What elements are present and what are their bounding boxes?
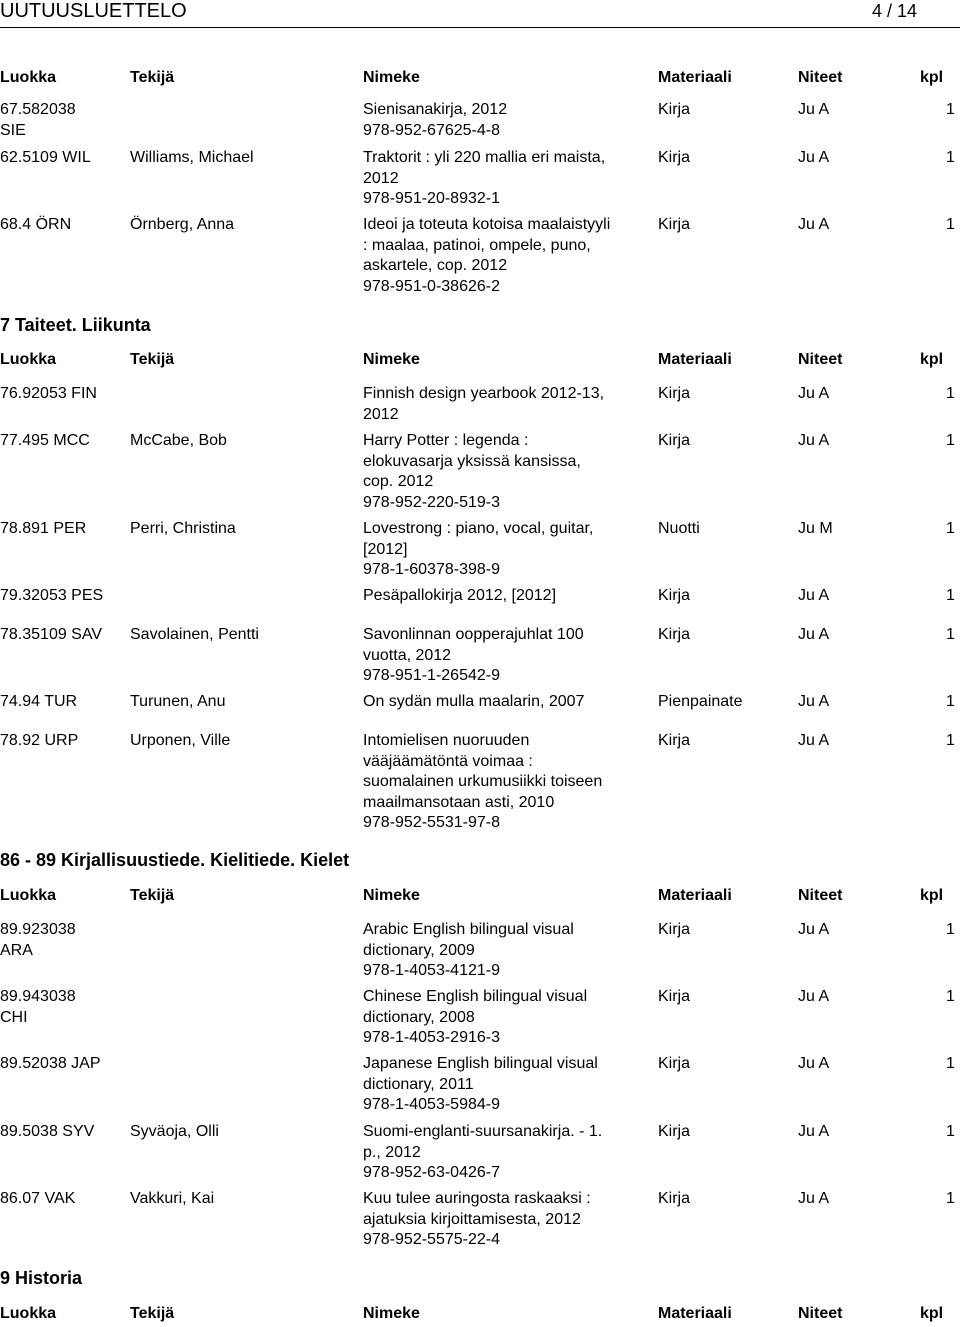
title-cell — [363, 148, 651, 210]
section-title: 86 - 89 Kirjallisuustiede. Kielitiede. Kielet — [0, 850, 350, 870]
quantity-cell: 1 — [946, 101, 955, 118]
classification-cell — [0, 586, 125, 607]
copies-location-cell: Ju A — [798, 988, 830, 1005]
title-line: Harry Potter : legenda : — [363, 432, 529, 449]
author-cell: Savolainen, Pentti — [130, 626, 259, 643]
title-line: Sienisanakirja, 2012 — [363, 101, 508, 118]
classification-cell — [0, 1122, 125, 1143]
column-header-materiaali: Materiaali — [658, 887, 732, 904]
title-line: cop. 2012 — [363, 473, 434, 490]
classification-line: 79.32053 PES — [0, 587, 104, 604]
quantity-cell: 1 — [946, 1123, 955, 1140]
column-header-luokka: Luokka — [0, 69, 57, 86]
column-header-row — [0, 1304, 960, 1324]
classification-line: 89.943038 — [0, 988, 76, 1005]
classification-cell — [0, 1054, 125, 1075]
title-line: Intomielisen nuoruuden — [363, 732, 530, 749]
classification-cell — [0, 519, 125, 540]
author-cell: Turunen, Anu — [130, 693, 226, 710]
quantity-cell: 1 — [946, 1055, 955, 1072]
title-line: 978-951-1-26542-9 — [363, 667, 500, 684]
column-header-nimeke: Nimeke — [363, 351, 420, 368]
title-cell — [363, 1054, 651, 1116]
material-cell: Kirja — [658, 1190, 691, 1207]
title-line: 978-1-4053-4121-9 — [363, 962, 500, 979]
column-header-nimeke: Nimeke — [363, 887, 420, 904]
classification-line: 74.94 TUR — [0, 693, 78, 710]
title-cell — [363, 519, 651, 581]
title-line: 978-951-20-8932-1 — [363, 190, 500, 207]
column-header-luokka: Luokka — [0, 887, 57, 904]
title-line: 978-1-60378-398-9 — [363, 561, 500, 578]
copies-location-cell: Ju A — [798, 216, 830, 233]
copies-location-cell: Ju A — [798, 1055, 830, 1072]
quantity-cell: 1 — [946, 432, 955, 449]
column-header-kpl: kpl — [920, 1305, 944, 1322]
header-divider — [0, 27, 960, 28]
classification-line: ARA — [0, 941, 33, 959]
title-line: Traktorit : yli 220 mallia eri maista, — [363, 149, 606, 166]
classification-cell — [0, 731, 125, 752]
title-line: ajatuksia kirjoittamisesta, 2012 — [363, 1210, 581, 1228]
copies-location-cell: Ju A — [798, 921, 830, 938]
title-cell — [363, 692, 651, 713]
author-cell: Urponen, Ville — [130, 732, 231, 749]
title-line: 978-952-220-519-3 — [363, 493, 500, 511]
page-header — [0, 0, 960, 24]
column-header-kpl: kpl — [920, 887, 944, 904]
title-line: Kuu tulee auringosta raskaaksi : — [363, 1190, 591, 1207]
title-line: Lovestrong : piano, vocal, guitar, — [363, 520, 594, 537]
classification-line: 62.5109 WIL — [0, 149, 91, 166]
classification-cell — [0, 1189, 125, 1210]
title-line: Finnish design yearbook 2012-13, — [363, 385, 605, 402]
document-title: UUTUUSLUETTELO — [0, 0, 187, 22]
title-cell — [363, 100, 651, 141]
title-cell — [363, 1122, 651, 1184]
classification-line: 77.495 MCC — [0, 432, 90, 449]
copies-location-cell: Ju A — [798, 1123, 830, 1140]
title-line: elokuvasarja yksissä kansissa, — [363, 452, 581, 470]
classification-line: CHI — [0, 1008, 28, 1026]
author-cell: McCabe, Bob — [130, 432, 227, 449]
title-line: vuotta, 2012 — [363, 646, 452, 664]
title-line: 978-951-0-38626-2 — [363, 277, 500, 295]
author-cell: Perri, Christina — [130, 520, 236, 537]
title-line: 978-952-5531-97-8 — [363, 814, 500, 831]
classification-line: 89.5038 SYV — [0, 1123, 95, 1140]
title-cell — [363, 625, 651, 687]
copies-location-cell: Ju A — [798, 693, 830, 710]
material-cell: Kirja — [658, 149, 691, 166]
quantity-cell: 1 — [946, 1190, 955, 1207]
classification-cell — [0, 215, 125, 236]
copies-location-cell: Ju A — [798, 587, 830, 604]
column-header-materiaali: Materiaali — [658, 351, 732, 368]
column-header-tekija: Tekijä — [130, 1305, 175, 1322]
section-title: 9 Historia — [0, 1268, 83, 1288]
quantity-cell: 1 — [946, 520, 955, 537]
material-cell: Pienpainate — [658, 693, 743, 710]
title-line: p., 2012 — [363, 1143, 421, 1161]
classification-cell — [0, 384, 125, 405]
column-header-niteet: Niteet — [798, 1305, 843, 1322]
author-cell: Syväoja, Olli — [130, 1123, 219, 1140]
title-line: 978-1-4053-5984-9 — [363, 1096, 500, 1113]
classification-line: 78.35109 SAV — [0, 626, 103, 643]
title-line: Japanese English bilingual visual — [363, 1055, 598, 1072]
title-line: Arabic English bilingual visual — [363, 921, 574, 938]
column-header-materiaali: Materiaali — [658, 69, 732, 86]
classification-cell — [0, 920, 125, 961]
column-header-tekija: Tekijä — [130, 69, 175, 86]
title-cell — [363, 920, 651, 982]
title-cell — [363, 384, 651, 425]
material-cell: Kirja — [658, 587, 691, 604]
title-line: 978-952-5575-22-4 — [363, 1231, 500, 1248]
classification-cell — [0, 148, 125, 169]
column-header-tekija: Tekijä — [130, 351, 175, 368]
section-title: 7 Taiteet. Liikunta — [0, 315, 151, 335]
title-line: Suomi-englanti-suursanakirja. - 1. — [363, 1123, 603, 1140]
column-header-niteet: Niteet — [798, 69, 843, 86]
title-cell — [363, 987, 651, 1049]
quantity-cell: 1 — [946, 385, 955, 402]
copies-location-cell: Ju A — [798, 101, 830, 118]
column-header-tekija: Tekijä — [130, 887, 175, 904]
title-line: dictionary, 2008 — [363, 1008, 475, 1026]
classification-cell — [0, 100, 125, 141]
copies-location-cell: Ju A — [798, 732, 830, 749]
title-line: 978-1-4053-2916-3 — [363, 1029, 500, 1046]
classification-line: 89.52038 JAP — [0, 1055, 101, 1072]
title-line: vääjäämätöntä voimaa : — [363, 752, 533, 770]
column-header-luokka: Luokka — [0, 1305, 57, 1322]
copies-location-cell: Ju A — [798, 626, 830, 643]
copies-location-cell: Ju A — [798, 1190, 830, 1207]
material-cell: Kirja — [658, 432, 691, 449]
classification-line: 78.92 URP — [0, 732, 79, 749]
title-line: Pesäpallokirja 2012, [2012] — [363, 587, 557, 604]
quantity-cell: 1 — [946, 732, 955, 749]
material-cell: Kirja — [658, 988, 691, 1005]
copies-location-cell: Ju A — [798, 432, 830, 449]
column-header-materiaali: Materiaali — [658, 1305, 732, 1322]
author-cell: Williams, Michael — [130, 149, 254, 166]
page-number: 4 / 14 — [871, 1, 917, 21]
classification-cell — [0, 431, 125, 452]
title-line: : maalaa, patinoi, ompele, puno, — [363, 236, 591, 254]
title-line: 2012 — [363, 405, 399, 423]
material-cell: Kirja — [658, 732, 691, 749]
material-cell: Kirja — [658, 385, 691, 402]
title-line: On sydän mulla maalarin, 2007 — [363, 693, 585, 710]
title-cell — [363, 215, 651, 297]
material-cell: Kirja — [658, 1055, 691, 1072]
author-cell: Vakkuri, Kai — [130, 1190, 215, 1207]
column-header-row — [0, 886, 960, 906]
title-line: askartele, cop. 2012 — [363, 257, 508, 274]
classification-line: 68.4 ÖRN — [0, 216, 72, 233]
title-cell — [363, 586, 651, 607]
column-header-row — [0, 68, 960, 88]
quantity-cell: 1 — [946, 626, 955, 643]
copies-location-cell: Ju A — [798, 385, 830, 402]
material-cell: Kirja — [658, 921, 691, 938]
title-cell — [363, 731, 651, 834]
material-cell: Kirja — [658, 101, 691, 118]
title-cell — [363, 431, 651, 513]
classification-cell — [0, 692, 125, 713]
quantity-cell: 1 — [946, 693, 955, 710]
classification-line: 76.92053 FIN — [0, 385, 97, 402]
author-cell: Örnberg, Anna — [130, 216, 235, 233]
material-cell: Nuotti — [658, 520, 700, 537]
quantity-cell: 1 — [946, 587, 955, 604]
classification-cell — [0, 987, 125, 1028]
classification-line: 67.582038 — [0, 101, 76, 118]
classification-line: 86.07 VAK — [0, 1190, 76, 1207]
column-header-kpl: kpl — [920, 69, 944, 86]
title-line: Ideoi ja toteuta kotoisa maalaistyyli — [363, 216, 611, 233]
title-line: Chinese English bilingual visual — [363, 988, 588, 1005]
classification-line: 78.891 PER — [0, 520, 87, 537]
classification-line: SIE — [0, 121, 26, 139]
title-line: suomalainen urkumusiikki toiseen — [363, 773, 603, 790]
title-line: 978-952-63-0426-7 — [363, 1164, 500, 1181]
title-line: maailmansotaan asti, 2010 — [363, 793, 555, 811]
quantity-cell: 1 — [946, 988, 955, 1005]
quantity-cell: 1 — [946, 921, 955, 938]
material-cell: Kirja — [658, 1123, 691, 1140]
column-header-nimeke: Nimeke — [363, 1305, 420, 1322]
material-cell: Kirja — [658, 626, 691, 643]
title-line: 978-952-67625-4-8 — [363, 121, 500, 139]
title-cell — [363, 1189, 651, 1251]
title-line: dictionary, 2009 — [363, 941, 475, 959]
title-line: [2012] — [363, 540, 408, 558]
title-line: 2012 — [363, 169, 399, 187]
column-header-luokka: Luokka — [0, 351, 57, 368]
quantity-cell: 1 — [946, 216, 955, 233]
copies-location-cell: Ju M — [798, 520, 833, 537]
column-header-niteet: Niteet — [798, 351, 843, 368]
quantity-cell: 1 — [946, 149, 955, 166]
column-header-nimeke: Nimeke — [363, 69, 420, 86]
classification-line: 89.923038 — [0, 921, 76, 938]
column-header-row — [0, 350, 960, 370]
material-cell: Kirja — [658, 216, 691, 233]
title-line: dictionary, 2011 — [363, 1075, 474, 1093]
copies-location-cell: Ju A — [798, 149, 830, 166]
classification-cell — [0, 625, 125, 646]
title-line: Savonlinnan oopperajuhlat 100 — [363, 626, 584, 643]
column-header-kpl: kpl — [920, 351, 944, 368]
column-header-niteet: Niteet — [798, 887, 843, 904]
